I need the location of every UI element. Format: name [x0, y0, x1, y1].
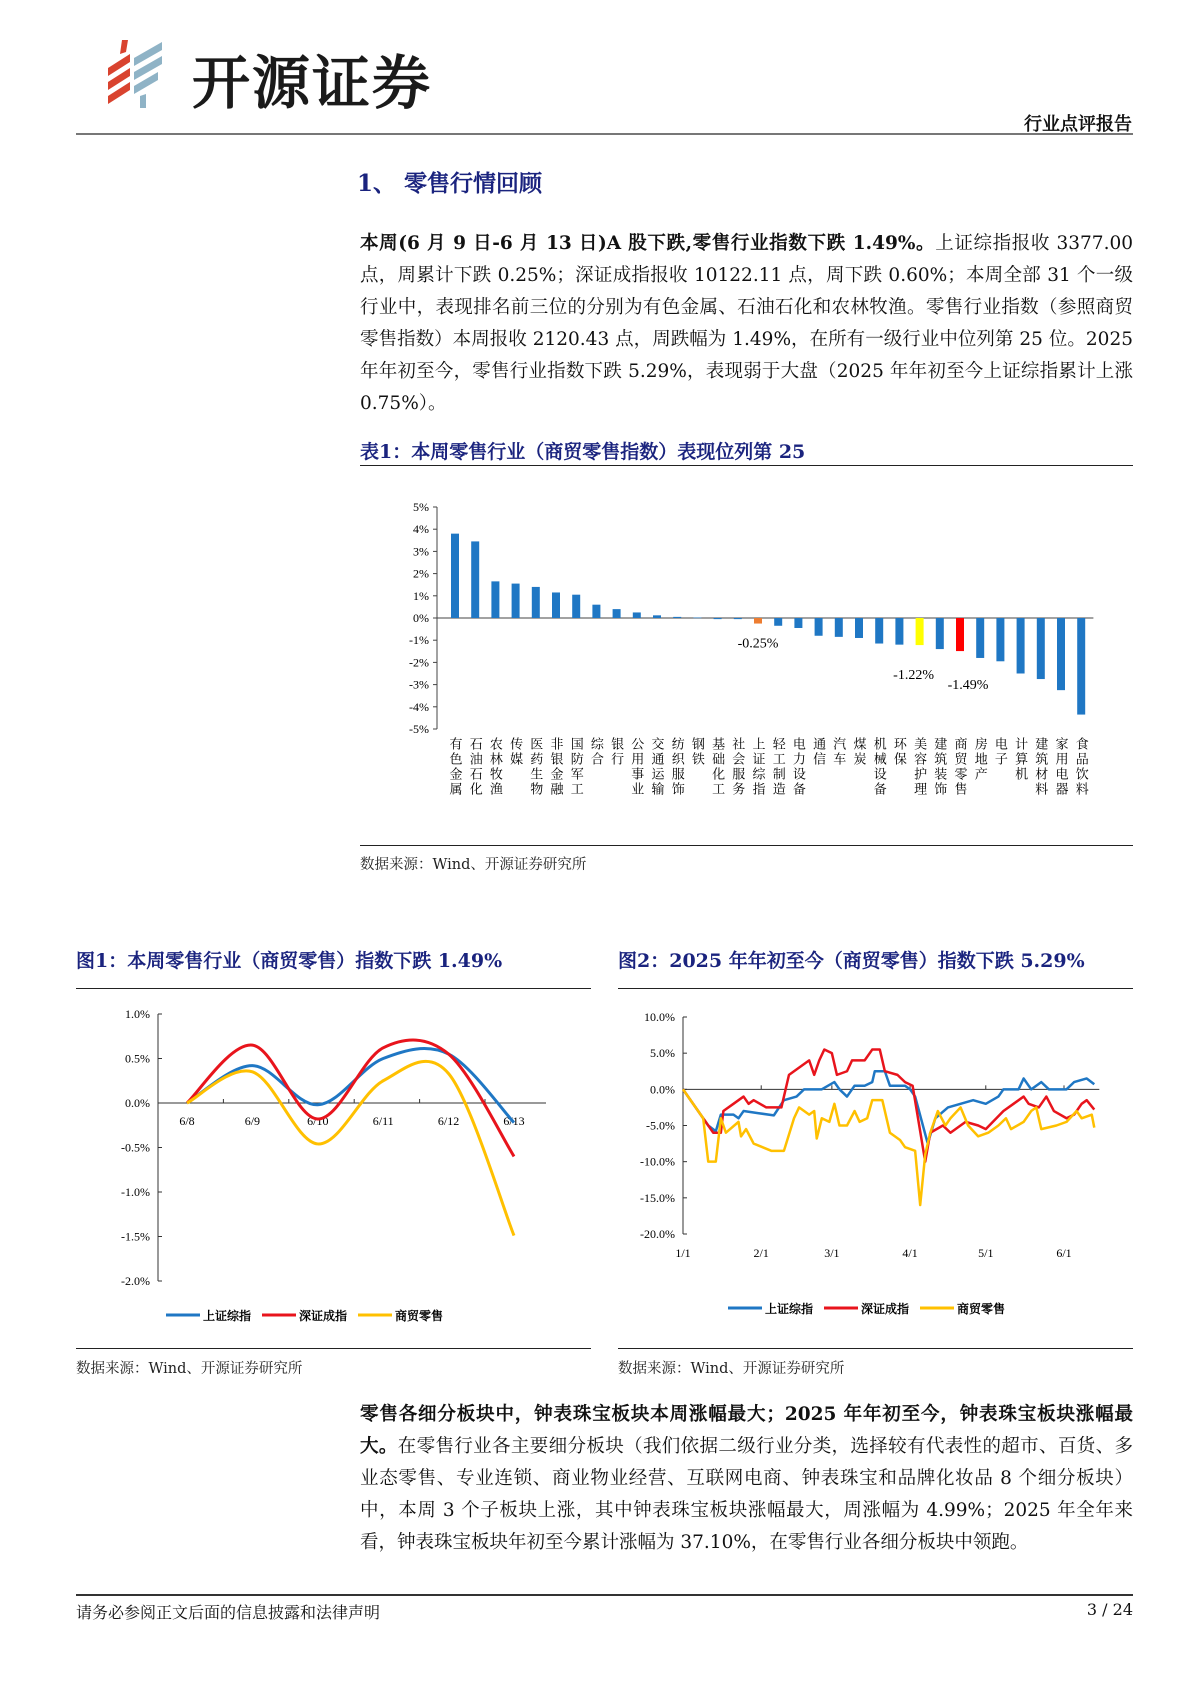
y-tick-label: -5% — [409, 722, 429, 736]
x-category-label: 基础化工 — [710, 737, 726, 797]
y-tick-label: -10.0% — [640, 1154, 675, 1169]
x-category-label: 传媒 — [508, 737, 524, 767]
x-category-label: 电力设备 — [790, 737, 806, 797]
bar-电力设备 — [794, 618, 802, 628]
bar-美容护理 — [916, 618, 924, 645]
x-category-label: 计算机 — [1013, 737, 1029, 782]
bar-建筑装饰 — [936, 618, 944, 649]
data-label: -1.49% — [947, 678, 989, 694]
y-tick-label: -15.0% — [640, 1190, 675, 1205]
x-category-label: 房地产 — [972, 737, 988, 782]
x-category-label: 医药生物 — [528, 737, 544, 797]
bar-汽车 — [835, 618, 843, 637]
data-label: -0.25% — [737, 636, 779, 652]
x-category-label: 综合 — [588, 737, 604, 767]
bar-家用电器 — [1057, 618, 1065, 690]
page-number: 3 / 24 — [1086, 1600, 1133, 1619]
y-tick-label: 0.0% — [125, 1096, 150, 1110]
x-tick-label: 6/1 — [1056, 1246, 1072, 1260]
bar-公用事业 — [633, 612, 641, 618]
bar-煤炭 — [855, 618, 863, 638]
ytd-line-chart — [618, 995, 1133, 1335]
weekly-line-chart — [76, 995, 591, 1335]
y-tick-label: 4% — [413, 522, 429, 537]
line-series-深证成指 — [683, 1050, 1094, 1162]
paragraph-body: 上证综指报收 3377.00 点，周累计下跌 0.25%；深证成指报收 10122.11 点，周下跌 0.60%；本周全部 31 个一级行业中，表现排名前三位的分别为有色金属、石油石化和农林牧渔。零售行业指数（参照商贸零售指数）本周报收 2120.43 点，周跌幅为 1.49%，在所有一级行业中位列第 25 位。2025 年年初至今，零售行业指数下跌 5.29%，表现弱于大盘（2025 年年初至今上证综指累计上涨 0.75%）。 — [360, 233, 1133, 414]
bar-纺织服饰 — [673, 617, 681, 618]
y-tick-label: 0% — [413, 611, 429, 625]
y-tick-label: -2.0% — [121, 1274, 150, 1288]
table1-title: 表1：本周零售行业（商贸零售指数）表现位列第 25 — [360, 441, 806, 463]
section-title: 1、 零售行情回顾 — [357, 170, 543, 197]
x-category-label: 交通运输 — [649, 737, 665, 797]
bar-通信 — [815, 618, 823, 636]
y-tick-label: 5% — [413, 500, 429, 514]
bar-食品饮料 — [1077, 618, 1085, 715]
bar-非银金融 — [552, 592, 560, 618]
x-category-label: 建筑装饰 — [932, 737, 948, 797]
y-tick-label: -1.5% — [121, 1229, 150, 1244]
fig1-source: 数据来源：Wind、开源证券研究所 — [76, 1361, 303, 1377]
x-category-label: 美容护理 — [912, 737, 928, 797]
bar-综合 — [592, 605, 600, 618]
data-label: -1.22% — [893, 668, 935, 684]
y-tick-label: -20.0% — [640, 1227, 675, 1241]
table1-source: 数据来源：Wind、开源证券研究所 — [360, 857, 587, 873]
line-series-商贸零售 — [683, 1089, 1094, 1205]
paragraph-lead: 本周(6 月 9 日-6 月 13 日)A 股下跌,零售行业指数下跌 1.49%。 — [360, 233, 936, 254]
x-tick-label: 6/9 — [244, 1114, 261, 1128]
x-tick-label: 5/1 — [978, 1246, 994, 1260]
x-category-label: 非银金融 — [548, 737, 564, 797]
x-tick-label: 3/1 — [824, 1246, 840, 1260]
x-category-label: 上证综指 — [750, 737, 766, 797]
footer-disclaimer: 请务必参阅正文后面的信息披露和法律声明 — [76, 1603, 381, 1622]
bar-计算机 — [1017, 618, 1025, 674]
kaiyuan-logo-icon — [100, 40, 180, 110]
x-category-label: 钢铁 — [689, 737, 705, 767]
x-category-label: 建筑材料 — [1033, 737, 1049, 797]
industry-bar-chart — [360, 490, 1133, 835]
y-tick-label: 1.0% — [125, 1007, 150, 1021]
paragraph-lead: 零售各细分板块中，钟表珠宝板块本周涨幅最大；2025 年年初至今，钟表珠宝板块涨幅最大。 — [360, 1404, 1133, 1457]
x-tick-label: 2/1 — [753, 1246, 769, 1260]
x-tick-label: 6/12 — [437, 1114, 460, 1128]
y-tick-label: 2% — [413, 566, 429, 581]
fig1-bottom-rule — [76, 1348, 591, 1349]
bar-石油石化 — [471, 541, 479, 618]
table1-bottom-rule — [360, 845, 1133, 846]
legend-label: 上证综指 — [765, 1302, 814, 1316]
x-tick-label: 6/13 — [503, 1114, 525, 1128]
x-category-label: 有色金属 — [447, 737, 463, 797]
x-category-label: 社会服务 — [730, 737, 746, 797]
x-category-label: 纺织服饰 — [669, 737, 685, 797]
x-category-label: 公用事业 — [629, 737, 645, 797]
y-tick-label: 10.0% — [644, 1010, 675, 1024]
x-category-label: 汽车 — [831, 737, 847, 767]
legend-label: 商贸零售 — [395, 1309, 444, 1323]
y-tick-label: 0.5% — [125, 1051, 150, 1066]
y-tick-label: 0.0% — [650, 1082, 675, 1097]
bar-交通运输 — [653, 615, 661, 618]
fig2-source: 数据来源：Wind、开源证券研究所 — [618, 1361, 845, 1377]
bar-钢铁 — [693, 618, 701, 619]
x-tick-label: 4/1 — [902, 1246, 918, 1260]
x-tick-label: 6/8 — [179, 1114, 195, 1128]
legend-label: 上证综指 — [203, 1309, 252, 1323]
y-tick-label: -4% — [409, 699, 429, 714]
header-divider — [76, 133, 1133, 135]
x-category-label: 环保 — [891, 737, 907, 767]
bar-基础化工 — [714, 618, 722, 619]
y-tick-label: -1.0% — [121, 1185, 150, 1199]
x-category-label: 机械设备 — [871, 737, 887, 797]
y-tick-label: -5.0% — [646, 1118, 675, 1133]
legend-label: 深证成指 — [861, 1302, 910, 1316]
x-category-label: 轻工制造 — [770, 737, 786, 797]
legend-label: 商贸零售 — [957, 1302, 1006, 1316]
y-tick-label: -3% — [409, 677, 429, 692]
paragraph-body: 在零售行业各主要细分板块（我们依据二级行业分类，选择较有代表性的超市、百货、多业态零售、专业连锁、商业物业经营、互联网电商、钟表珠宝和品牌化妆品 8 个细分板块）中，本周 3 个子板块上涨，其中钟表珠宝板块涨幅最大，周涨幅为 4.99%；2025 年全年来看，钟表珠宝板块年初至今累计涨幅为 37.10%，在零售行业各细分板块中领跑。 — [360, 1436, 1133, 1553]
bar-银行 — [613, 609, 621, 618]
bar-机械设备 — [875, 618, 883, 644]
fig2-title-rule — [618, 988, 1133, 989]
y-tick-label: -0.5% — [121, 1140, 150, 1155]
x-category-label: 食品饮料 — [1073, 737, 1089, 797]
brand-name: 开源证券 — [192, 49, 433, 117]
table1-title-rule — [360, 465, 1133, 466]
bar-农林牧渔 — [491, 581, 499, 618]
x-category-label: 家用电器 — [1053, 737, 1069, 797]
x-category-label: 石油石化 — [467, 737, 483, 797]
bar-电子 — [996, 618, 1004, 661]
bar-建筑材料 — [1037, 618, 1045, 679]
paragraph-market-review — [360, 228, 1133, 420]
legend-label: 深证成指 — [299, 1309, 348, 1323]
bar-医药生物 — [532, 587, 540, 618]
bar-有色金属 — [451, 534, 459, 618]
line-series-深证成指 — [187, 1040, 514, 1156]
x-category-label: 农林牧渔 — [487, 737, 503, 797]
y-tick-label: -2% — [409, 655, 429, 670]
x-category-label: 银行 — [609, 737, 625, 767]
x-category-label: 商贸零售 — [952, 737, 968, 797]
x-category-label: 电子 — [992, 737, 1008, 767]
fig1-title: 图1：本周零售行业（商贸零售）指数下跌 1.49% — [76, 950, 503, 972]
fig2-bottom-rule — [618, 1348, 1133, 1349]
y-tick-label: 1% — [413, 588, 429, 603]
bar-上证综指 — [754, 618, 762, 624]
fig2-title: 图2：2025 年年初至今（商贸零售）指数下跌 5.29% — [618, 950, 1085, 972]
paragraph-subsectors — [360, 1399, 1133, 1559]
bar-商贸零售 — [956, 618, 964, 651]
bar-国防军工 — [572, 595, 580, 618]
x-category-label: 通信 — [811, 737, 827, 767]
y-tick-label: 3% — [413, 544, 429, 559]
bar-房地产 — [976, 618, 984, 658]
x-category-label: 煤炭 — [851, 737, 867, 767]
bar-传媒 — [512, 584, 520, 618]
x-tick-label: 6/11 — [372, 1114, 394, 1128]
y-tick-label: -1% — [409, 633, 429, 648]
x-tick-label: 6/10 — [307, 1114, 329, 1128]
bar-环保 — [895, 618, 903, 645]
report-type: 行业点评报告 — [1024, 114, 1132, 135]
x-category-label: 国防军工 — [568, 737, 584, 797]
bar-社会服务 — [734, 618, 742, 619]
bar-轻工制造 — [774, 618, 782, 626]
x-tick-label: 1/1 — [675, 1246, 691, 1260]
y-tick-label: 5.0% — [650, 1046, 675, 1061]
fig1-title-rule — [76, 988, 591, 989]
footer-divider — [76, 1594, 1133, 1596]
